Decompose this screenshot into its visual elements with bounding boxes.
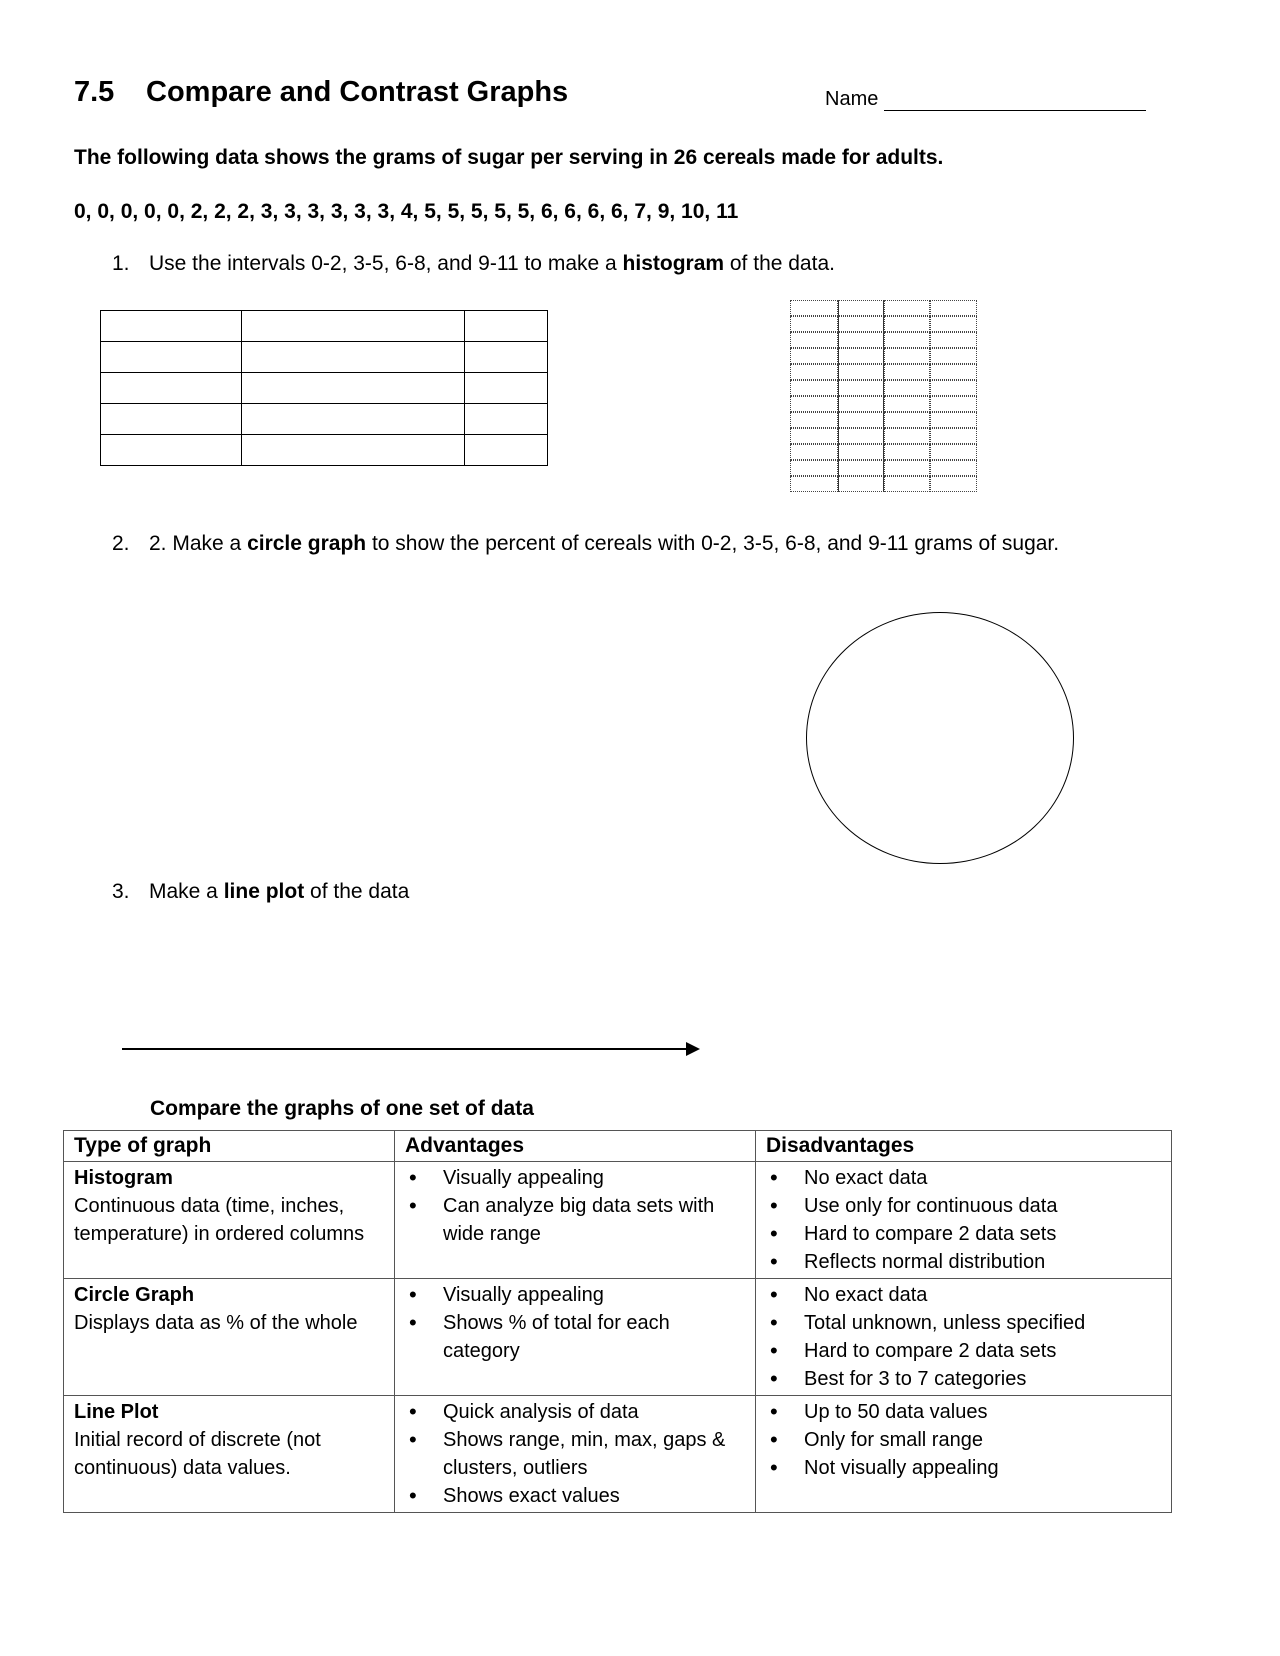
grid-cell[interactable] xyxy=(838,396,884,412)
grid-cell[interactable] xyxy=(930,332,977,348)
grid-cell[interactable] xyxy=(930,380,977,396)
list-item: • Shows % of total for each category xyxy=(405,1309,745,1365)
compare-table xyxy=(63,1130,1172,1513)
grid-cell[interactable] xyxy=(884,396,930,412)
grid-cell[interactable] xyxy=(838,316,884,332)
grid-cell[interactable] xyxy=(838,412,884,428)
graph-type: Histogram xyxy=(74,1167,173,1189)
grid-cell[interactable] xyxy=(884,460,930,476)
grid-cell[interactable] xyxy=(790,412,838,428)
grid-cell[interactable] xyxy=(838,444,884,460)
grid-cell[interactable] xyxy=(790,460,838,476)
header-disadvantages: Disadvantages xyxy=(756,1131,1172,1162)
grid-cell[interactable] xyxy=(930,396,977,412)
grid-cell[interactable] xyxy=(790,396,838,412)
grid-cell[interactable] xyxy=(930,444,977,460)
type-cell xyxy=(64,1396,395,1513)
list-item: • Shows range, min, max, gaps & clusters, outliers xyxy=(405,1426,745,1482)
list-item: • Only for small range xyxy=(766,1426,1161,1454)
grid-cell[interactable] xyxy=(884,428,930,444)
grid-cell[interactable] xyxy=(884,412,930,428)
line-plot-axis xyxy=(122,1048,692,1050)
frequency-table[interactable] xyxy=(100,310,548,466)
grid-cell[interactable] xyxy=(884,332,930,348)
table-row xyxy=(64,1396,1172,1513)
grid-cell[interactable] xyxy=(930,476,977,492)
grid-cell[interactable] xyxy=(790,428,838,444)
intro-text: The following data shows the grams of sugar per serving in 26 cereals made for adults. xyxy=(74,146,944,169)
list-item: • Visually appealing xyxy=(405,1164,745,1192)
grid-cell[interactable] xyxy=(790,300,838,316)
grid-cell[interactable] xyxy=(930,316,977,332)
name-field[interactable]: Name xyxy=(825,88,1146,111)
list-item: • Total unknown, unless specified xyxy=(766,1309,1161,1337)
list-item: • Shows exact values xyxy=(405,1482,745,1510)
grid-cell[interactable] xyxy=(884,316,930,332)
disadvantages-cell xyxy=(756,1279,1172,1396)
grid-cell[interactable] xyxy=(884,348,930,364)
grid-cell[interactable] xyxy=(790,476,838,492)
question-2: 2. 2. Make a circle graph to show the percent of cereals with 0-2, 3-5, 6-8, and 9-11 grams of sugar. xyxy=(112,532,1060,555)
grid-cell[interactable] xyxy=(884,444,930,460)
list-item: • Can analyze big data sets with wide range xyxy=(405,1192,745,1248)
graph-description: Initial record of discrete (not continuous) data values. xyxy=(74,1429,321,1479)
grid-cell[interactable] xyxy=(790,380,838,396)
question-3: 3. Make a line plot of the data xyxy=(112,880,410,903)
list-item: • No exact data xyxy=(766,1281,1161,1309)
graph-type: Circle Graph xyxy=(74,1284,195,1306)
list-item: • Best for 3 to 7 categories xyxy=(766,1365,1161,1393)
header-advantages: Advantages xyxy=(395,1131,756,1162)
list-item: • No exact data xyxy=(766,1164,1161,1192)
grid-cell[interactable] xyxy=(930,460,977,476)
disadvantages-cell xyxy=(756,1396,1172,1513)
page-title: 7.5 Compare and Contrast Graphs xyxy=(74,76,569,108)
grid-cell[interactable] xyxy=(838,380,884,396)
data-values: 0, 0, 0, 0, 0, 2, 2, 2, 3, 3, 3, 3, 3, 3, 4, 5, 5, 5, 5, 5, 6, 6, 6, 6, 7, 9, 10, 11 xyxy=(74,200,739,223)
name-blank[interactable] xyxy=(884,92,1146,111)
graph-description: Displays data as % of the whole xyxy=(74,1312,358,1334)
grid-cell[interactable] xyxy=(930,412,977,428)
list-item: • Reflects normal distribution xyxy=(766,1248,1161,1276)
advantages-cell xyxy=(395,1396,756,1513)
circle-graph-outline[interactable] xyxy=(806,612,1074,864)
grid-cell[interactable] xyxy=(838,428,884,444)
grid-cell[interactable] xyxy=(838,300,884,316)
advantages-cell xyxy=(395,1162,756,1279)
question-1: 1. Use the intervals 0-2, 3-5, 6-8, and 9-11 to make a histogram of the data. xyxy=(112,252,835,275)
grid-cell[interactable] xyxy=(790,444,838,460)
grid-cell[interactable] xyxy=(790,364,838,380)
disadvantages-cell xyxy=(756,1162,1172,1279)
grid-cell[interactable] xyxy=(838,460,884,476)
list-item: • Hard to compare 2 data sets xyxy=(766,1220,1161,1248)
grid-cell[interactable] xyxy=(930,300,977,316)
grid-cell[interactable] xyxy=(790,332,838,348)
arrow-icon xyxy=(686,1042,700,1056)
histogram-grid[interactable] xyxy=(790,300,977,492)
advantages-cell xyxy=(395,1279,756,1396)
grid-cell[interactable] xyxy=(884,300,930,316)
graph-type: Line Plot xyxy=(74,1401,159,1423)
type-cell xyxy=(64,1279,395,1396)
grid-cell[interactable] xyxy=(930,428,977,444)
list-item: • Quick analysis of data xyxy=(405,1398,745,1426)
grid-cell[interactable] xyxy=(838,348,884,364)
grid-cell[interactable] xyxy=(884,380,930,396)
table-row xyxy=(64,1162,1172,1279)
header-type: Type of graph xyxy=(64,1131,395,1162)
table-row xyxy=(64,1279,1172,1396)
list-item: • Not visually appealing xyxy=(766,1454,1161,1482)
list-item: • Hard to compare 2 data sets xyxy=(766,1337,1161,1365)
grid-cell[interactable] xyxy=(930,348,977,364)
grid-cell[interactable] xyxy=(884,476,930,492)
grid-cell[interactable] xyxy=(790,316,838,332)
list-item: • Up to 50 data values xyxy=(766,1398,1161,1426)
type-cell xyxy=(64,1162,395,1279)
grid-cell[interactable] xyxy=(838,476,884,492)
grid-cell[interactable] xyxy=(884,364,930,380)
graph-description: Continuous data (time, inches, temperature) in ordered columns xyxy=(74,1195,365,1245)
grid-cell[interactable] xyxy=(930,364,977,380)
grid-cell[interactable] xyxy=(838,332,884,348)
compare-title: Compare the graphs of one set of data xyxy=(150,1097,534,1120)
list-item: • Visually appealing xyxy=(405,1281,745,1309)
grid-cell[interactable] xyxy=(790,348,838,364)
list-item: • Use only for continuous data xyxy=(766,1192,1161,1220)
grid-cell[interactable] xyxy=(838,364,884,380)
